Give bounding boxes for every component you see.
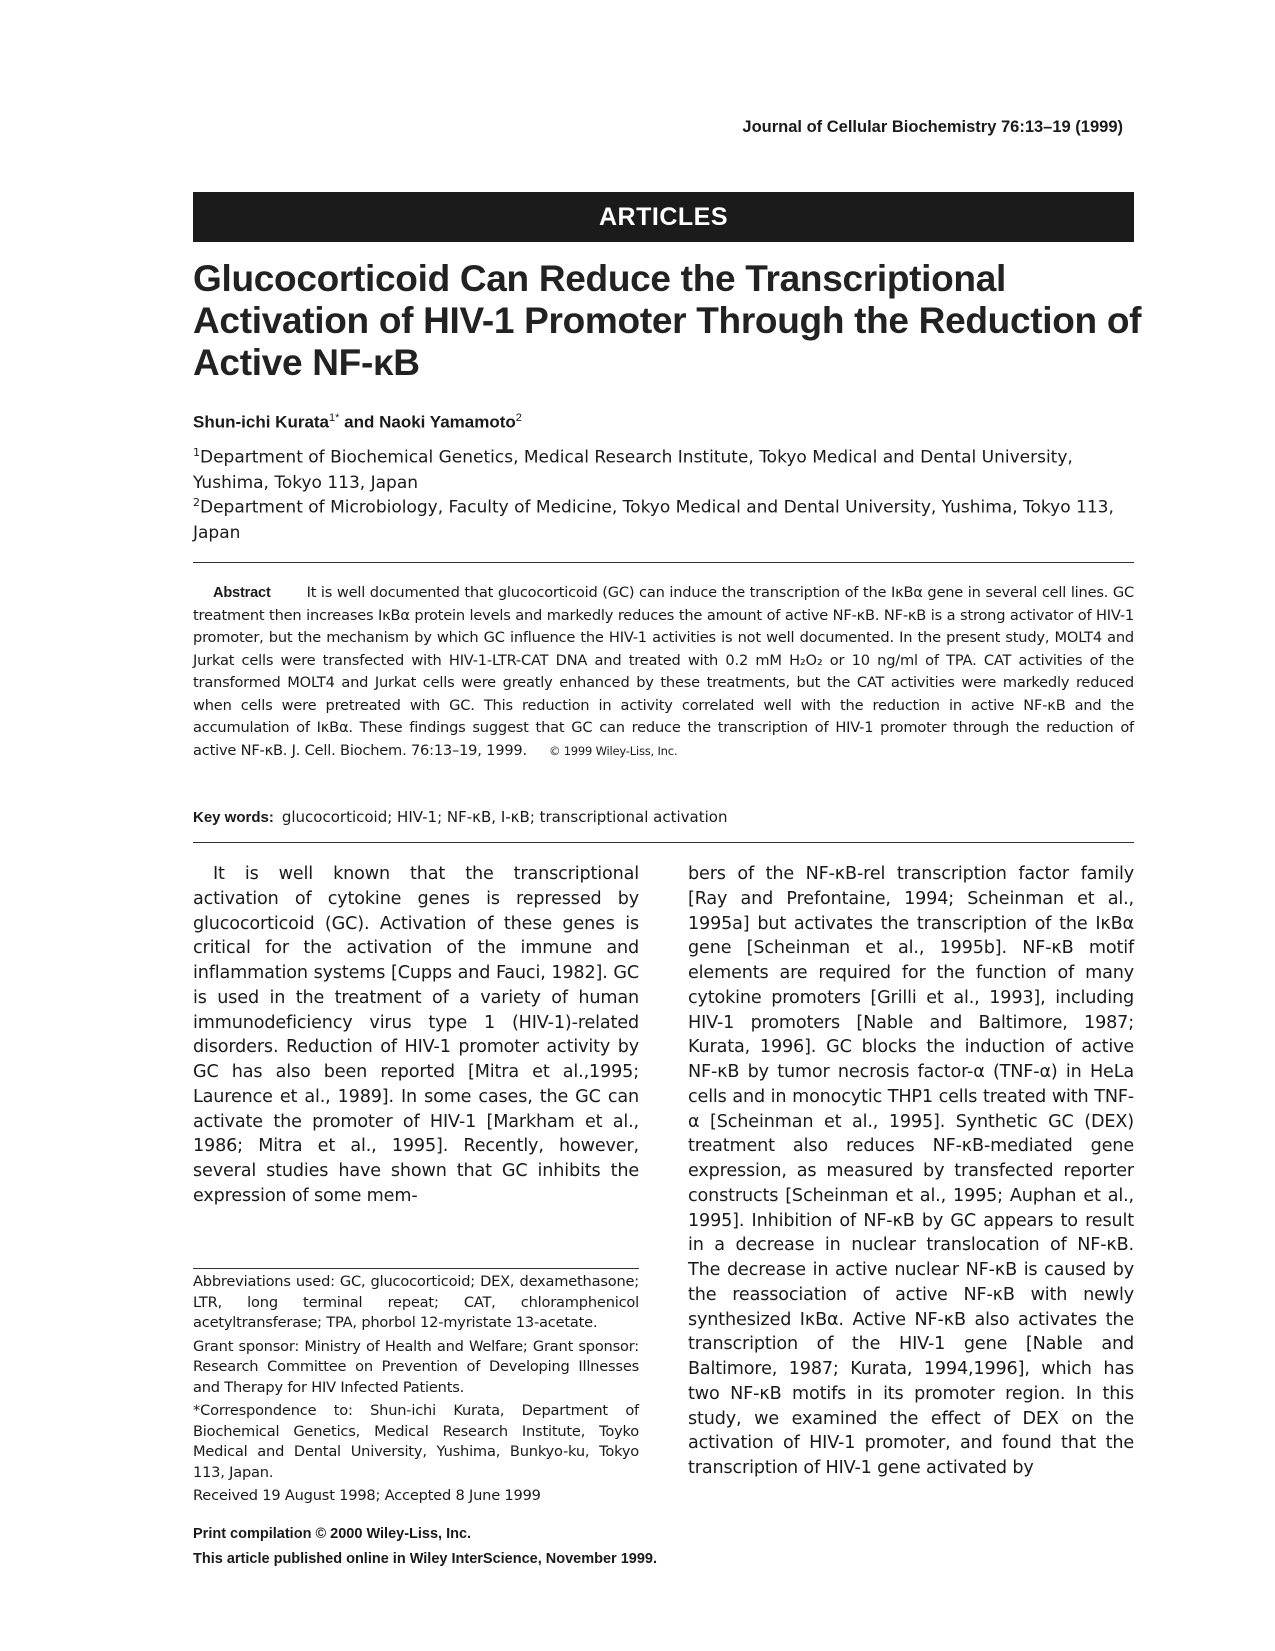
footnote-correspondence: *Correspondence to: Shun-ichi Kurata, Department of Biochemical Genetics, Medical Research Institute, Toyko Medical and Dental University, Yushima, Bunkyo-ku, Tokyo 113, Japan.: [193, 1402, 639, 1481]
affiliation-text: Department of Microbiology, Faculty of Medicine, Tokyo Medical and Dental University, Yushima, Tokyo 113, Japan: [193, 497, 1114, 543]
author-joiner: and: [339, 412, 380, 432]
divider: [193, 562, 1134, 563]
abstract-text: It is well documented that glucocorticoid (GC) can induce the transcription of the IκBα gene in several cell lines. GC treatment then increases IκBα protein levels and markedly reduces the amount of active NF-κB. NF-κB is a strong activator of HIV-1 promoter, but the mechanism by which GC influence the HIV-1 activities is not well documented. In the present study, MOLT4 and Jurkat cells were transfected with HIV-1-LTR-CAT DNA and treated with 0.2 mM H₂O₂ or 10 ng/ml of TPA. CAT activities of the transformed MOLT4 and Jurkat cells were greatly enhanced by these treatments, but the CAT activities were markedly reduced when cells were pretreated with GC. This reduction in activity correlated well with the reduction in active NF-κB and the accumulation of IκBα. These findings suggest that GC can reduce the transcription of HIV-1 promoter through the reduction of active NF-κB. J. Cell. Biochem. 76:13–19, 1999.: [193, 584, 1134, 759]
affiliation: [193, 440, 1143, 496]
affiliation-number: 1: [193, 446, 200, 459]
keywords-label: Key words:: [193, 809, 274, 826]
footnote-received: Received 19 August 1998; Accepted 8 June 1999: [193, 1487, 541, 1504]
keywords-text: glucocorticoid; HIV-1; NF-κB, I-κB; transcriptional activation: [281, 808, 728, 826]
print-compilation: Print compilation © 2000 Wiley-Liss, Inc.: [193, 1526, 472, 1542]
author-affiliation-mark: 1*: [329, 412, 340, 424]
affiliation-text: Department of Biochemical Genetics, Medical Research Institute, Tokyo Medical and Dental University, Yushima, Tokyo 113, Japan: [193, 447, 1073, 493]
abstract-label: Abstract: [213, 585, 271, 601]
body-column-right: bers of the NF-κB-rel transcription factor family [Ray and Prefontaine, 1994; Scheinman et al., 1995a] but activates the transcription of the IκBα gene [Scheinman et al., 1995b]. NF-κB motif elements are required for the function of many cytokine promoters [Grilli et al., 1993], including HIV-1 promoters [Nable and Baltimore, 1987; Kurata, 1996]. GC blocks the induction of active NF-κB by tumor necrosis factor-α (TNF-α) in HeLa cells and in monocytic THP1 cells treated with TNF-α [Scheinman et al., 1995]. Synthetic GC (DEX) treatment also reduces NF-κB-mediated gene expression, as measured by transfected reporter constructs [Scheinman et al., 1995; Auphan et al., 1995]. Inhibition of NF-κB by GC appears to result in a decrease in nuclear translocation of NF-κB. The decrease in active nuclear NF-κB is caused by the reassociation of active NF-κB with newly synthesized IκBα. Active NF-κB also activates the transcription of the HIV-1 gene [Nable and Baltimore, 1987; Kurata, 1994,1996], which has two NF-κB motifs in its promoter region. In this study, we examined the effect of DEX on the activation of HIV-1 promoter, and found that the transcription of HIV-1 gene activated by: [688, 864, 1134, 1478]
author-name: Shun-ichi Kurata: [193, 412, 330, 432]
author-name: Naoki Yamamoto: [379, 412, 516, 432]
journal-citation: Journal of Cellular Biochemistry 76:13–19 (1999): [742, 118, 1123, 136]
footnote-abbreviations: Abbreviations used: GC, glucocorticoid; DEX, dexamethasone; LTR, long terminal repeat; CAT, chloramphenicol acetyltransferase; TPA, phorbol 12-myristate 13-acetate.: [193, 1273, 639, 1331]
affiliation-number: 2: [193, 496, 200, 509]
section-label: ARTICLES: [599, 202, 728, 231]
abstract: [193, 582, 1134, 762]
footnotes: [193, 1272, 639, 1510]
online-publication-note: This article published online in Wiley InterScience, November 1999.: [193, 1551, 658, 1567]
keywords: [193, 808, 727, 826]
author-line: [193, 412, 522, 433]
author-affiliation-mark: 2: [515, 412, 522, 424]
footnote-divider: [193, 1268, 639, 1269]
footnote-grant: Grant sponsor: Ministry of Health and Welfare; Grant sponsor: Research Committee on Prevention of Developing Illnesses and Therapy for HIV Infected Patients.: [193, 1337, 639, 1396]
article-title: Glucocorticoid Can Reduce the Transcriptional Activation of HIV-1 Promoter Through the Reduction of Active NF-κB: [193, 258, 1142, 383]
affiliation: [193, 490, 1143, 546]
section-banner: [193, 192, 1134, 242]
body-column-left: It is well known that the transcriptional activation of cytokine genes is repressed by glucocorticoid (GC). Activation of these genes is critical for the activation of the immune and inflammation systems [Cupps and Fauci, 1982]. GC is used in the treatment of a variety of human immunodeficiency virus type 1 (HIV-1)-related disorders. Reduction of HIV-1 promoter activity by GC has also been reported [Mitra et al.,1995; Laurence et al., 1989]. In some cases, the GC can activate the promoter of HIV-1 [Markham et al., 1986; Mitra et al., 1995]. Recently, however, several studies have shown that GC inhibits the expression of some mem-: [193, 864, 639, 1206]
divider: [193, 842, 1134, 843]
abstract-copyright: © 1999 Wiley-Liss, Inc.: [548, 743, 678, 758]
